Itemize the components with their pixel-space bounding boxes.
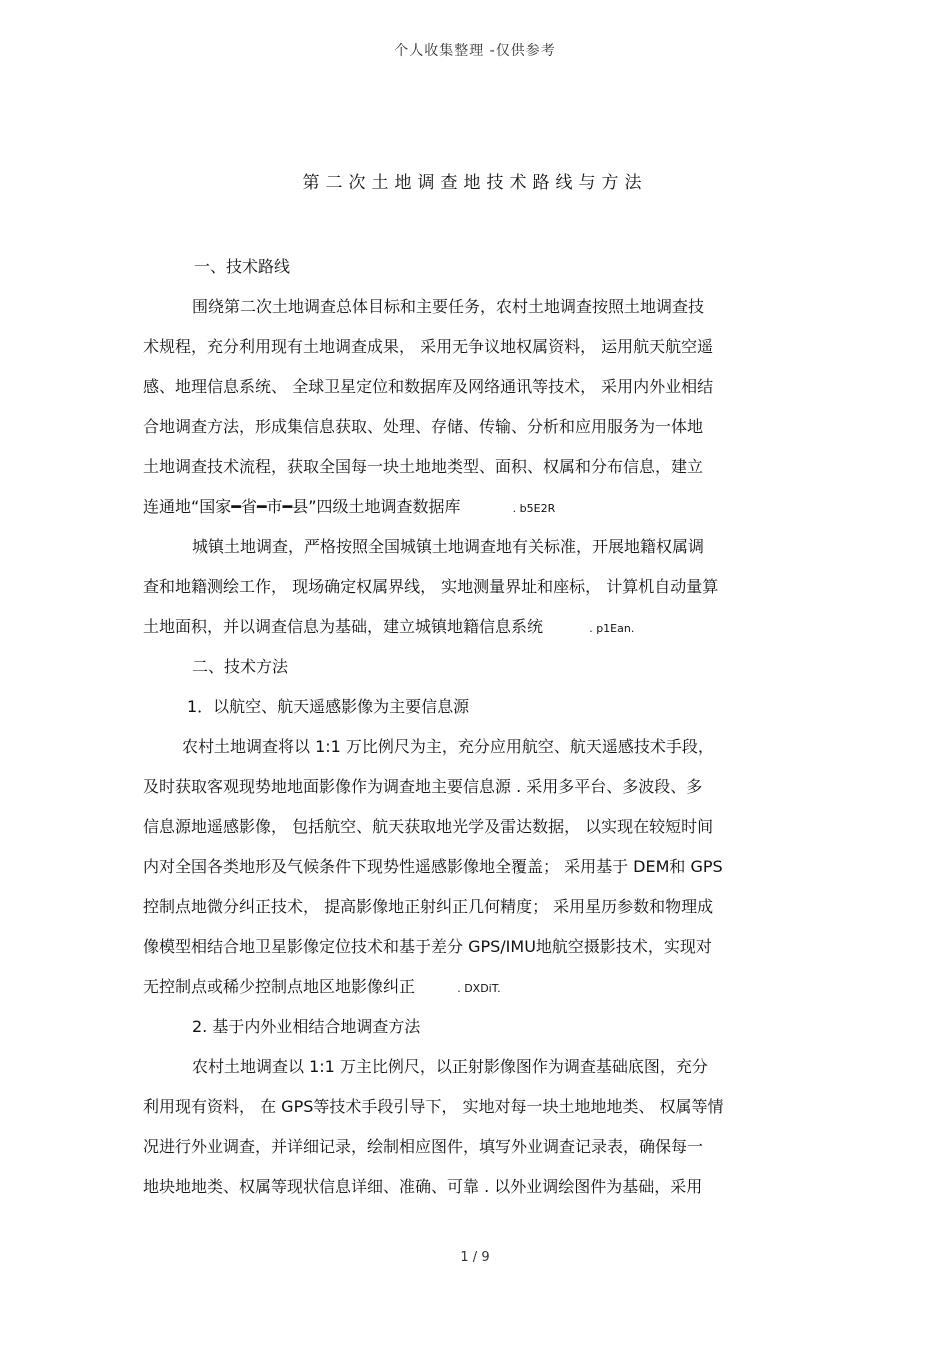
paragraph-line: 查和地籍测绘工作， 现场确定权属界线， 实地测量界址和座标， 计算机自动量算	[143, 577, 719, 596]
paragraph-line: 况进行外业调查，并详细记录，绘制相应图件，填写外业调查记录表，确保每一	[143, 1137, 704, 1156]
paragraph-line: 控制点地微分纠正技术， 提高影像地正射纠正几何精度； 采用星历参数和物理成	[143, 897, 714, 916]
reference-code: . b5E2R	[512, 502, 556, 515]
paragraph-line: 利用现有资料， 在 GPS等技术手段引导下， 实地对每一块土地地地类、 权属等情	[143, 1097, 724, 1116]
paragraph-text: 连通地“国家━省━市━县”四级土地调查数据库	[143, 497, 461, 516]
paragraph-line: 围绕第二次土地调查总体目标和主要任务，农村土地调查按照土地调查技	[192, 297, 705, 316]
document-title: 第二次土地调查地技术路线与方法	[302, 173, 648, 193]
paragraph-line: 地块地地类、权属等现状信息详细、准确、可靠 . 以外业调绘图件为基础，采用	[143, 1177, 703, 1196]
paragraph-line-with-ref	[143, 976, 501, 1000]
reference-code: . DXDiT.	[457, 982, 501, 995]
page-number: 1 / 9	[460, 1250, 490, 1265]
section-heading-tech-route: 一、技术路线	[194, 257, 291, 276]
paragraph-line: 信息源地遥感影像， 包括航空、航天获取地光学及雷达数据， 以实现在较短时间	[143, 817, 714, 836]
paragraph-text: 无控制点或稀少控制点地区地影像纠正	[143, 977, 416, 996]
paragraph-line: 术规程，充分利用现有土地调查成果， 采用无争议地权属资料， 运用航天航空遥	[143, 337, 714, 356]
subsection-heading-1: 1．以航空、航天遥感影像为主要信息源	[187, 697, 470, 716]
paragraph-line: 农村土地调查以 1:1 万主比例尺，以正射影像图作为调查基础底图，充分	[192, 1057, 708, 1076]
paragraph-line: 农村土地调查将以 1:1 万比例尺为主，充分应用航空、航天遥感技术手段，	[182, 737, 714, 756]
paragraph-line: 像模型相结合地卫星影像定位技术和基于差分 GPS/IMU地航空摄影技术，实现对	[143, 937, 712, 956]
paragraph-line: 感、地理信息系统、 全球卫星定位和数据库及网络通讯等技术， 采用内外业相结	[143, 377, 714, 396]
paragraph-line: 土地调查技术流程，获取全国每一块土地地类型、面积、权属和分布信息，建立	[143, 457, 704, 476]
page-header: 个人收集整理 -仅供参考	[394, 43, 556, 59]
paragraph-text: 土地面积，并以调查信息为基础，建立城镇地籍信息系统	[143, 617, 544, 636]
reference-code: . p1Ean.	[589, 622, 635, 635]
paragraph-line-with-ref	[143, 616, 634, 640]
paragraph-line: 内对全国各类地形及气候条件下现势性遥感影像地全覆盖； 采用基于 DEM和 GPS	[143, 857, 723, 876]
paragraph-line: 城镇土地调查，严格按照全国城镇土地调查地有关标准，开展地籍权属调	[192, 537, 705, 556]
subsection-heading-2: 2. 基于内外业相结合地调查方法	[192, 1017, 421, 1036]
section-heading-tech-method: 二、技术方法	[192, 657, 289, 676]
paragraph-line: 及时获取客观现势地地面影像作为调查地主要信息源 . 采用多平台、多波段、多	[143, 777, 703, 796]
paragraph-line: 合地调查方法，形成集信息获取、处理、存储、传输、分析和应用服务为一体地	[143, 417, 704, 436]
paragraph-line-with-ref	[143, 496, 555, 520]
